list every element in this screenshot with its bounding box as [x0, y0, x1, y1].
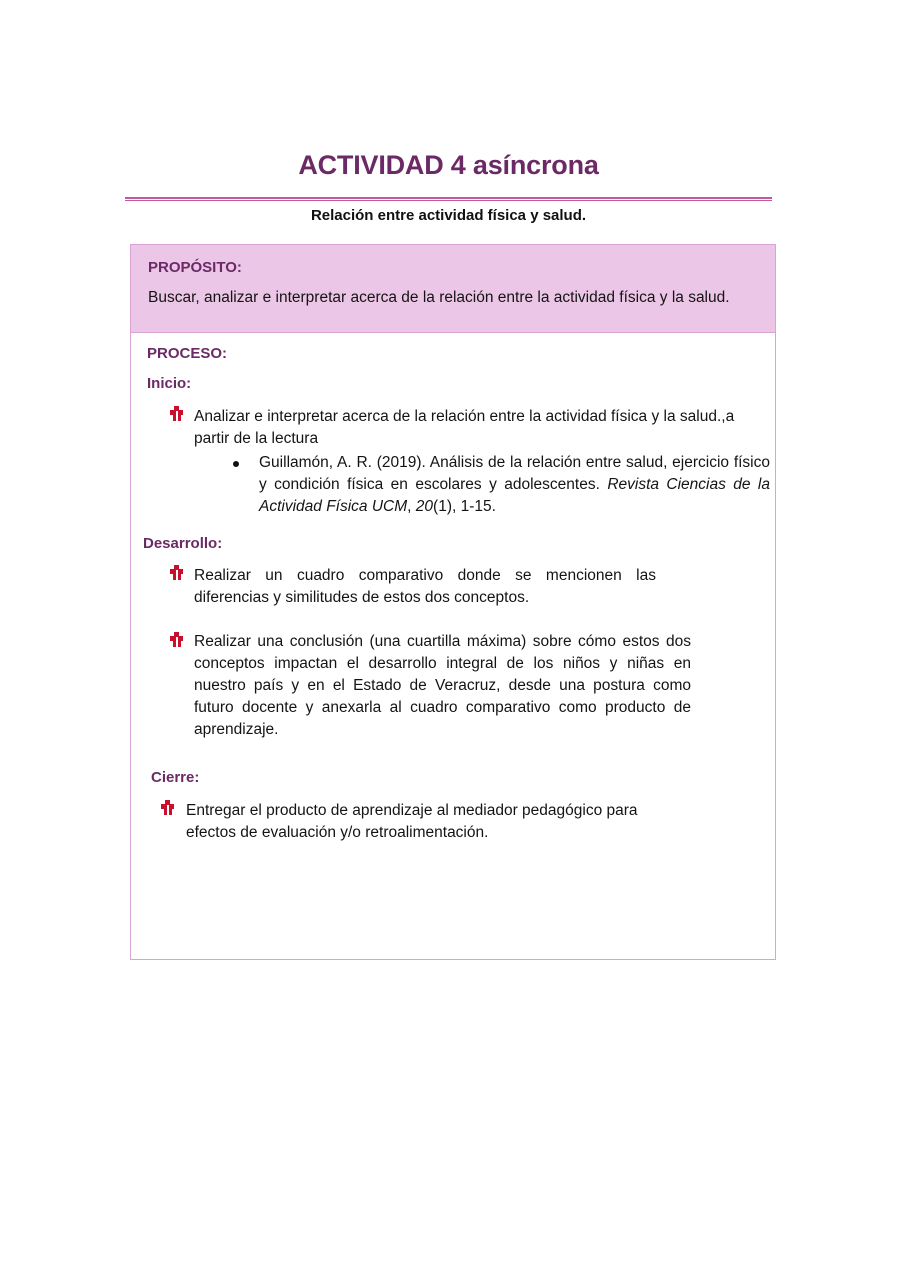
activity-box [130, 244, 776, 960]
desarrollo-item-2: Realizar una conclusión (una cuartilla máxima) sobre cómo estos dos conceptos impactan el desarrollo integral de los niños y niñas en nuestro país y en el Estado de Veracruz, desde una postura como futuro docente y anexarla al cuadro comparativo como producto de aprendizaje. [194, 633, 691, 738]
document-title: ACTIVIDAD 4 asíncrona [298, 150, 599, 180]
inicio-label: Inicio: [147, 375, 192, 392]
reference-sep: , [407, 498, 416, 515]
process-label: PROCESO: [147, 345, 228, 362]
document-subtitle: Relación entre actividad física y salud. [310, 207, 587, 224]
cierre-label: Cierre: [151, 769, 200, 786]
purpose-text: Buscar, analizar e interpretar acerca de la relación entre la actividad física y la salud. [148, 289, 730, 306]
red-figure-bullet-icon [169, 632, 185, 648]
reference-tail: (1), 1-15. [433, 498, 496, 515]
red-figure-bullet-icon [160, 800, 176, 816]
reference-text: Guillamón, A. R. (2019). Análisis de la relación entre salud, ejercicio físico y condición física en escolares y adolescentes. [259, 454, 770, 493]
reference-volume: 20 [415, 498, 434, 515]
inicio-item: Analizar e interpretar acerca de la relación entre la actividad física y la salud.,a partir de la lectura [194, 408, 735, 447]
purpose-section [131, 245, 775, 333]
cierre-item: Entregar el producto de aprendizaje al mediador pedagógico para efectos de evaluación y/o retroalimentación. [186, 802, 638, 841]
purpose-label: PROPÓSITO: [148, 259, 242, 276]
red-figure-bullet-icon [169, 565, 185, 581]
desarrollo-label: Desarrollo: [143, 535, 223, 552]
reference-citation [259, 452, 770, 518]
reference-journal: Revista Ciencias de la Actividad Física UCM [259, 476, 770, 515]
red-figure-bullet-icon [169, 406, 185, 422]
reference-bullet [233, 461, 239, 467]
desarrollo-item-1: Realizar un cuadro comparativo donde se mencionen las diferencias y similitudes de estos dos conceptos. [194, 567, 656, 606]
title-divider [125, 197, 772, 201]
